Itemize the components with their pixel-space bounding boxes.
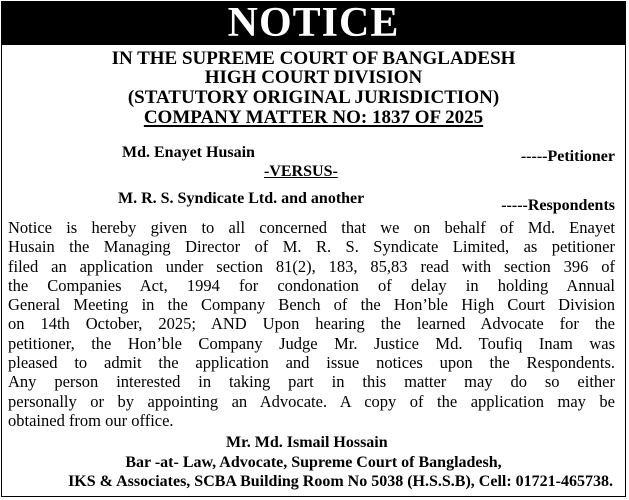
advocate-address: IKS & Associates, SCBA Building Room No 5038 (H.S.S.B), Cell: 01721-465738. <box>68 473 613 490</box>
notice-frame <box>1 1 626 497</box>
company-matter-number: COMPANY MATTER NO: 1837 OF 2025 <box>143 107 484 128</box>
body-line: filed an application under section 81(2), 183, 85,83 read with section 396 of <box>8 256 615 276</box>
body-line: Any person interested in taking part in this matter may do so either <box>8 372 615 392</box>
body-line: Notice is hereby given to all concerned that we on behalf of Md. Enayet <box>8 218 615 237</box>
petitioner-role: -----Petitioner <box>520 148 615 165</box>
notice-body <box>8 218 615 430</box>
respondent-role: -----Respondents <box>501 197 615 214</box>
body-line: on 14th October, 2025; AND Upon hearing the learned Advocate for the <box>8 314 615 334</box>
versus-label: -VERSUS- <box>264 163 338 180</box>
advocate-name: Mr. Md. Ismail Hossain <box>226 434 388 451</box>
body-line: General Meeting in the Company Bench of the Hon’ble High Court Division <box>8 295 615 315</box>
court-division: HIGH COURT DIVISION <box>204 67 423 88</box>
body-line: pleased to admit the application and issue notices upon the Respondents. <box>8 353 615 373</box>
company-matter-line <box>2 108 625 128</box>
court-name: IN THE SUPREME COURT OF BANGLADESH <box>111 48 516 69</box>
body-line: personally or by appointing an Advocate. A copy of the application may be <box>8 391 615 411</box>
body-line: the Companies Act, 1994 for condonation of delay in holding Annual <box>8 275 615 295</box>
body-line: petitioner, the Hon’ble Company Judge Mr. Justice Md. Toufiq Inam was <box>8 333 615 353</box>
body-line: obtained from our office. <box>8 410 174 430</box>
body-line: Husain the Managing Director of M. R. S. Syndicate Limited, as petitioner <box>8 237 615 257</box>
court-jurisdiction: (STATUTORY ORIGINAL JURISDICTION) <box>127 87 500 108</box>
petitioner-name: Md. Enayet Husain <box>122 144 255 161</box>
advocate-designation: Bar -at- Law, Advocate, Supreme Court of Bangladesh, <box>125 454 502 471</box>
notice-banner: NOTICE <box>2 2 625 45</box>
respondent-name: M. R. S. Syndicate Ltd. and another <box>118 190 365 207</box>
